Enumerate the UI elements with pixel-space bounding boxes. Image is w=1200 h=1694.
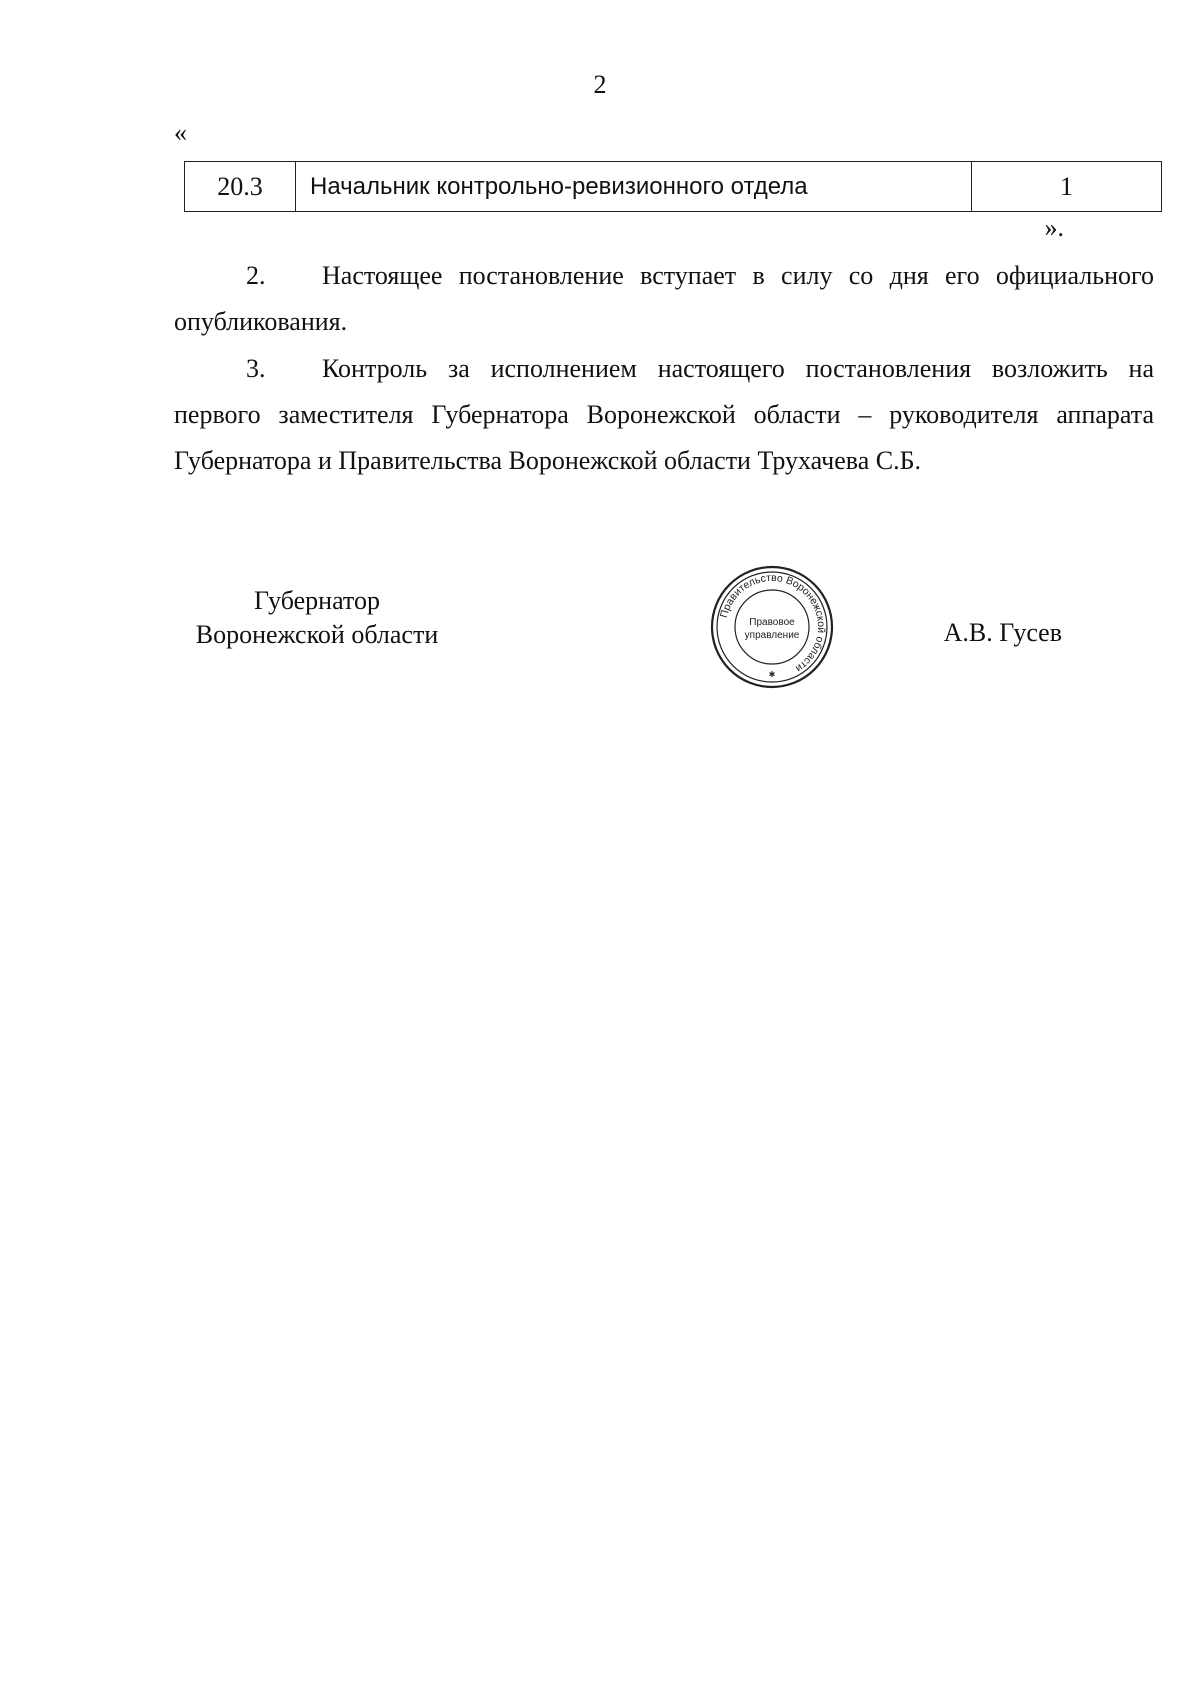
signatory-position	[176, 584, 458, 652]
official-stamp	[709, 564, 835, 690]
signatory-position-line1: Губернатор	[254, 586, 380, 615]
opening-quote: «	[174, 118, 187, 147]
stamp-center-line1: Правовое	[749, 617, 795, 628]
paragraph-2-number: 2.	[246, 261, 266, 290]
row-count-cell: 1	[1060, 171, 1073, 201]
paragraph-3-number: 3.	[246, 354, 266, 383]
paragraph-2-text: Настоящее постановление вступает в силу со дня его официального опубликования.	[174, 261, 1154, 336]
stamp-center-line2: управление	[744, 630, 800, 641]
paragraph-2	[174, 253, 1154, 345]
row-title-cell: Начальник контрольно-ревизионного отдела	[296, 162, 972, 211]
position-table-row	[184, 161, 1162, 212]
row-number-cell: 20.3	[185, 162, 296, 211]
page-number: 2	[593, 70, 607, 99]
paragraph-3	[174, 346, 1154, 484]
stamp-ring-textpath: Правительство Воронежской области	[717, 571, 828, 675]
stamp-star-icon: ✱	[768, 670, 776, 679]
signatory-name: А.В. Гусев	[943, 618, 1062, 647]
paragraph-3-text: Контроль за исполнением настоящего постановления возложить на первого заместителя Губернатора Воронежской области – руководителя аппарата Губернатора и Правительства Воронежской области Трухачева С.Б.	[174, 354, 1154, 475]
closing-quote: ».	[1044, 213, 1064, 242]
signatory-position-line2: Воронежской области	[195, 620, 439, 649]
